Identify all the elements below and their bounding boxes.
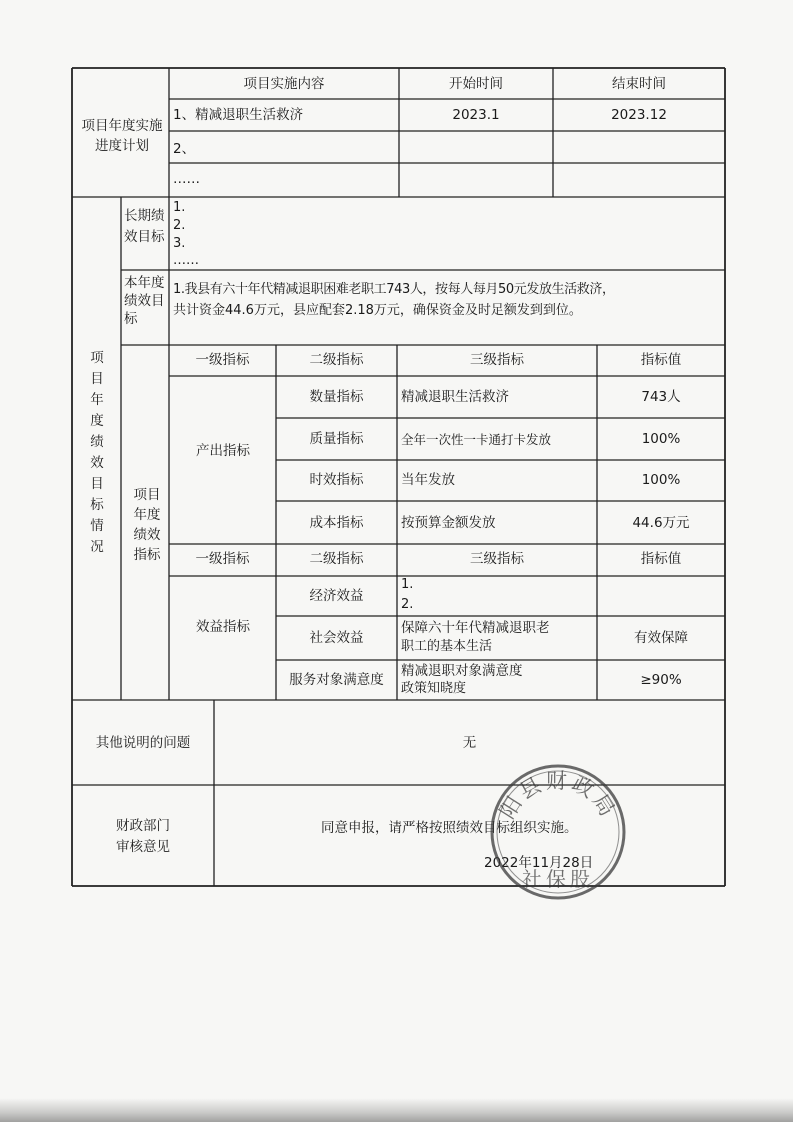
ind-header-level1: 一级指标 <box>195 352 250 368</box>
schedule-header-end: 结束时间 <box>612 76 666 92</box>
annual-goal-line-1: 1.我县有六十年代精减退职困难老职工743人，按每人每月50元发放生活救济， <box>173 282 615 297</box>
schedule-row-1-end: 2023.12 <box>611 107 667 123</box>
other-label: 其他说明的问题 <box>95 735 191 751</box>
long-term-item-2: 2. <box>173 218 186 233</box>
output-row-1-level3: 精减退职生活救济 <box>401 389 509 405</box>
output-row-1-level2: 数量指标 <box>309 389 364 405</box>
goals-section-label: 项目年度绩效目标情况 <box>90 350 104 555</box>
svg-text:社保股: 社保股 <box>522 867 594 891</box>
annual-goal-label: 本年度绩效目标 <box>124 275 165 327</box>
output-row-3-level2: 时效指标 <box>309 472 364 488</box>
ind-header-level2-2: 二级指标 <box>309 551 364 567</box>
ind-header-level1-2: 一级指标 <box>195 551 250 567</box>
benefit-row-1-level2: 经济效益 <box>309 588 364 604</box>
schedule-row-2-content: 2、 <box>173 141 196 157</box>
output-row-3-level3: 当年发放 <box>401 472 455 488</box>
long-term-item-4: …… <box>173 253 199 268</box>
benefit-row-3-level3-a: 精减退职对象满意度 <box>401 663 523 679</box>
svg-text:阳县财政局: 阳县财政局 <box>495 769 621 823</box>
output-row-4-level2: 成本指标 <box>309 515 364 531</box>
output-row-4-value: 44.6万元 <box>632 515 690 531</box>
benefit-row-3-value: ≥90% <box>640 672 682 688</box>
annual-goal-line-2: 共计资金44.6万元，县应配套2.18万元，确保资金及时足额发到到位。 <box>173 303 582 318</box>
schedule-row-3-content: …… <box>173 171 200 187</box>
review-label-line-1: 财政部门 <box>116 818 170 834</box>
review-opinion: 同意申报，请严格按照绩效目标组织实施。 <box>321 820 578 836</box>
indicators-label: 项目年度绩效指标 <box>133 487 161 563</box>
benefit-row-2-level3-a: 保障六十年代精减退职老 <box>401 620 550 636</box>
schedule-header-content: 项目实施内容 <box>243 76 325 92</box>
output-row-2-level3: 全年一次性一卡通打卡发放 <box>401 432 552 447</box>
review-label-line-2: 审核意见 <box>116 839 170 855</box>
benefit-indicator-label: 效益指标 <box>196 619 250 635</box>
ind-header-level3-2: 三级指标 <box>470 551 524 567</box>
ind-header-level2: 二级指标 <box>309 352 364 368</box>
long-term-goal-label: 长期绩效目标 <box>124 208 165 245</box>
output-row-2-value: 100% <box>641 431 681 447</box>
ind-header-level3: 三级指标 <box>470 352 524 368</box>
ind-header-value-2: 指标值 <box>640 551 682 567</box>
long-term-item-3: 3. <box>173 236 186 251</box>
output-indicator-label: 产出指标 <box>196 443 250 459</box>
benefit-row-1-level3-a: 1. <box>401 577 414 592</box>
output-row-2-level2: 质量指标 <box>309 431 364 447</box>
official-seal-stamp <box>488 762 628 902</box>
benefit-row-2-level2: 社会效益 <box>309 630 364 646</box>
output-row-4-level3: 按预算金额发放 <box>401 515 496 531</box>
schedule-row-1-start: 2023.1 <box>452 107 500 123</box>
review-date: 2022年11月28日 <box>484 855 594 871</box>
scan-edge-shadow <box>0 1098 793 1122</box>
long-term-item-1: 1. <box>173 200 186 215</box>
benefit-row-2-level3-b: 职工的基本生活 <box>401 639 493 654</box>
output-row-1-value: 743人 <box>641 389 681 405</box>
ind-header-value: 指标值 <box>640 352 682 368</box>
benefit-row-1-level3-b: 2. <box>401 597 414 612</box>
schedule-header-start: 开始时间 <box>449 76 503 92</box>
benefit-row-2-value: 有效保障 <box>634 630 688 646</box>
output-row-3-value: 100% <box>641 472 681 488</box>
other-value: 无 <box>462 735 477 751</box>
schedule-label: 项目年度实施进度计划 <box>81 118 163 154</box>
schedule-row-1-content: 1、精减退职生活救济 <box>173 107 304 123</box>
benefit-row-3-level2: 服务对象满意度 <box>289 672 384 688</box>
benefit-row-3-level3-b: 政策知晓度 <box>401 681 467 696</box>
